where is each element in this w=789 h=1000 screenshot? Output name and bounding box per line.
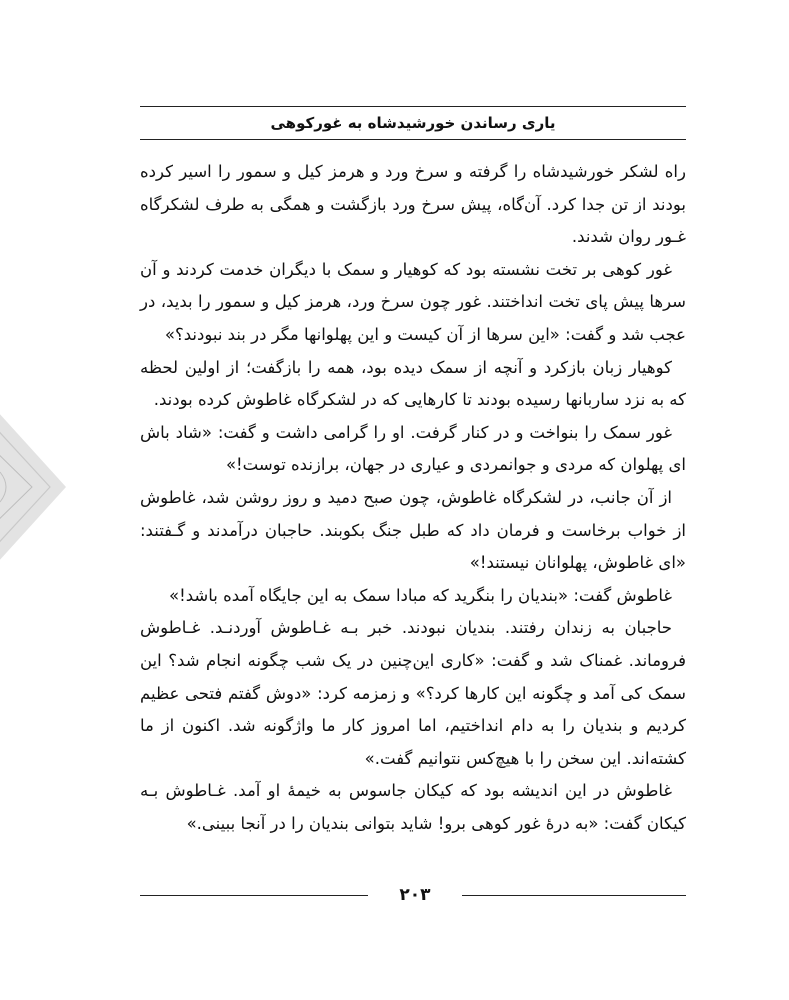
page-number: ۲۰۳ [399, 885, 431, 905]
paragraph: حاجبان به زندان رفتند. بندیان نبودند. خبر بـه غـاطوش آوردنـد. غـاطوش فروماند. غمناک شد و گفت: «کاری این‌چنین در یک شب چگونه انجام شد؟ این سمک کی آمد و چگونه این کارها کرد؟» و زمزمه کرد: «دوش گفتم فتحی عظیم کردیم و بندیان را به دام انداختیم، اما امروز کار ما واژگونه شد. اکنون از ما کشته‌اند. این سخن را با هیچ‌کس نتوانیم گفت.» [140, 618, 686, 768]
body-text [140, 156, 686, 840]
footer-rule-right [462, 895, 686, 896]
header-rule-bottom [140, 139, 686, 140]
ornamental-medallion-icon [0, 392, 68, 582]
paragraph: کوهیار زبان بازکرد و آنچه از سمک دیده بود، همه را بازگفت؛ از اولین لحظه که به نزد ساربانها رسیده بودند تا کارهایی که در لشکرگاه غاطوش کرده بودند. [140, 357, 686, 410]
paragraph: غور کوهی بر تخت نشسته بود که کوهیار و سمک با دیگران خدمت کردند و آن سرها پیش پای تخت انداختند. غور چون سرخ ورد، هرمز کیل و سمور را بدید، در عجب شد و گفت: «این سرها از آن کیست و این پهلوانها مگر در بند نبودند؟» [140, 259, 686, 344]
paragraph: غاطوش در این اندیشه بود که کیکان جاسوس به خیمهٔ او آمد. غـاطوش بـه کیکان گفت: «به درهٔ غور کوهی برو! شاید بتوانی بندیان را در آنجا ببینی.» [140, 781, 686, 833]
header-rule-top [140, 106, 686, 107]
paragraph: از آن جانب، در لشکرگاه غاطوش، چون صبح دمید و روز روشن شد، غاطوش از خواب برخاست و فرمان داد که طبل جنگ بکوبند. حاجبان درآمدند و گـفتند: «ای غاطوش، پهلوانان نیستند!» [140, 487, 686, 573]
paragraph: راه لشکر خورشیدشاه را گرفته و سرخ ورد و هرمز کیل و سمور را اسیر کرده بودند از تن جدا کرد. آن‌گاه، پیش سرخ ورد بازگشت و همگی به طرف لشکرگاه غـور روان شدند. [140, 162, 686, 247]
footer-rule-left [140, 895, 368, 896]
paragraph: غاطوش گفت: «بندیان را بنگرید که مبادا سمک به این جایگاه آمده باشد!» [169, 585, 672, 605]
paragraph: غور سمک را بنواخت و در کنار گرفت. او را گرامی داشت و گفت: «شاد باش ای پهلوان که مردی و جوانمردی و عیاری در جهان، برازنده توست!» [140, 422, 686, 475]
running-head-title: یاری رساندن خورشیدشاه به غورکوهی [270, 114, 556, 132]
